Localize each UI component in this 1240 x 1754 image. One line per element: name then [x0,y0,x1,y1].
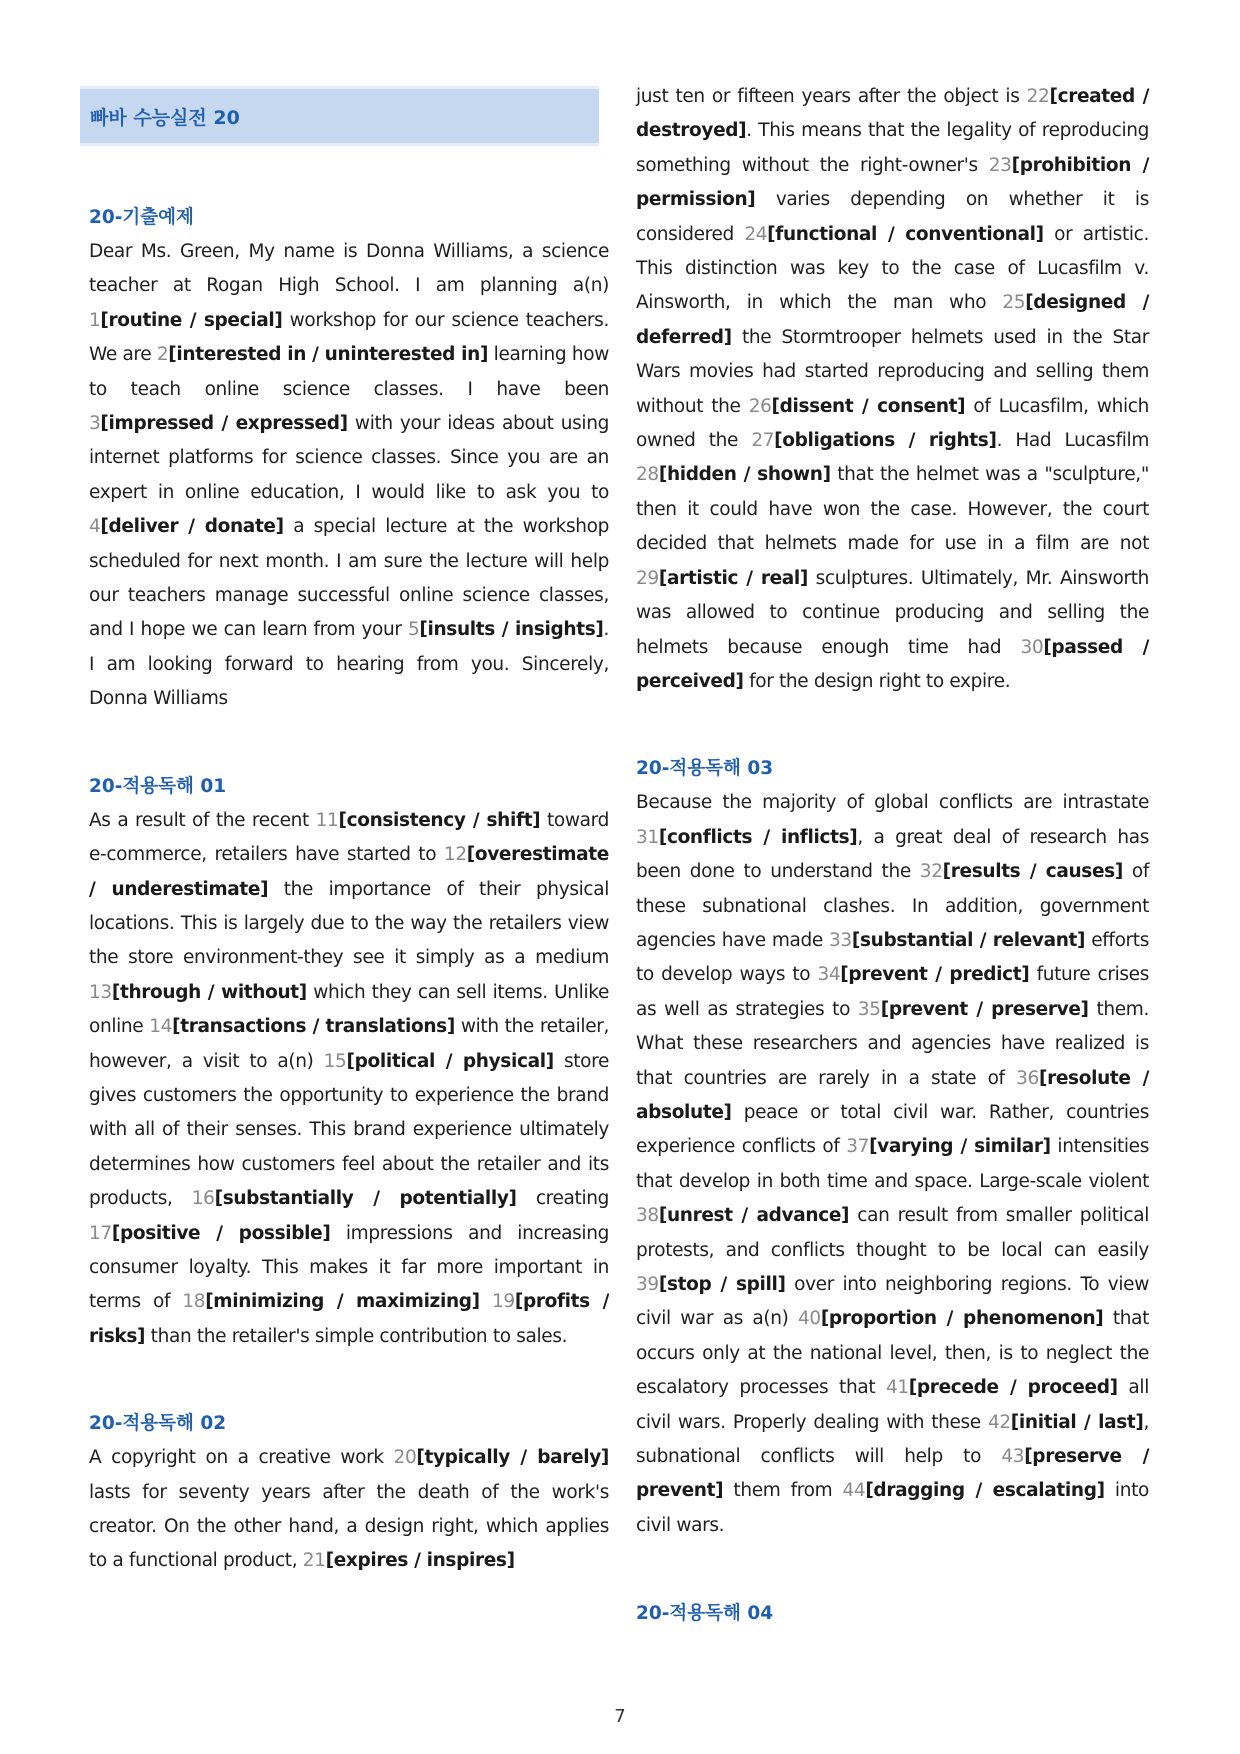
workbook-title: 빠바 수능실전 20 [90,106,240,129]
question-number: 39 [636,1274,659,1295]
question-number: 42 [987,1411,1011,1433]
answer-choice: [precede / proceed] [908,1377,1118,1399]
question-number: 37 [846,1136,870,1158]
passage-text-run: peace or total civil war. Rather, countries experience conflicts of [636,1101,1149,1158]
page-number: 7 [614,1706,626,1727]
passage-text [636,786,1149,1543]
question-number: 20 [393,1447,417,1469]
question-number: 31 [636,826,659,848]
passage-text-run: Dear Ms. Green, My name is Donna Williams, a science teacher at Rogan High School. I am planning a(n) [89,241,609,297]
answer-choice: [hidden / shown] [658,464,831,486]
answer-choice: [passed / perceived] [636,636,1149,692]
answer-choice: [political / physical] [346,1050,554,1072]
answer-choice: [overestimate / underestimate] [89,844,609,900]
question-number: 19 [492,1291,515,1313]
answer-choice: [consistency / shift] [338,809,541,831]
answer-choice: [functional / conventional] [767,223,1044,245]
answer-choice: [impressed / expressed] [100,413,348,435]
section-heading: 20-적용독해 02 [89,1413,227,1435]
answer-choice: [profits / risks] [89,1291,609,1347]
question-number: 13 [89,981,112,1003]
answer-choice: [substantially / potentially] [214,1188,517,1210]
passage-text-run: future crises as well as strategies to [636,964,1149,1020]
passage-text-run: into civil wars. [636,1480,1149,1536]
answer-choice: [positive / possible] [111,1222,331,1244]
question-number: 32 [919,861,943,883]
question-number: 29 [636,567,659,589]
answer-choice: [results / causes] [942,861,1123,883]
passage-text-run: the Stormtrooper helmets used in the Star Wars movies had started reproducing and selling them without the [636,326,1149,417]
question-number: 35 [857,998,881,1020]
question-number: 3 [89,413,101,435]
right-column [636,86,1149,1631]
section-heading: 20-기출예제 [89,207,194,228]
passage-text-run: that the helmet was a "sculpture," then it could have won the case. However, the court decided that helmets made for use in a film are not [636,464,1149,555]
question-number: 1 [89,309,101,331]
passage-text-run: with your ideas about using internet platforms for science classes. Since you are an expert in online education, I would like to ask you to [89,413,609,503]
passage-text-run [480,1291,492,1312]
answer-choice: [insults / insights] [419,619,604,641]
answer-choice: [interested in / uninterested in] [168,344,489,366]
answer-choice: [typically / barely] [416,1447,610,1469]
passage-text-run: all civil wars. Properly dealing with these [636,1377,1149,1433]
question-number: 40 [797,1308,821,1330]
answer-choice: [proportion / phenomenon] [820,1308,1104,1330]
answer-choice: [dissent / consent] [771,395,966,417]
passage-text-run: efforts to develop ways to [636,929,1150,986]
passage-text-run: a special lecture at the workshop scheduled for next month. I am sure the lecture will help our teachers manage successful online science classes, and I hope we can learn from your [89,516,609,641]
question-number: 11 [315,809,339,831]
answer-choice: [designed / deferred] [636,292,1149,348]
passage-text-run: , a great deal of research has been done to understand the [636,826,1149,883]
passage-text-run: Because the majority of global conflicts are intrastate [636,792,1149,814]
passage-text-run: . This means that the legality of reproducing something without the right-owner's [636,120,1149,176]
answer-choice: [transactions / translations] [172,1016,455,1038]
question-number: 28 [636,464,659,486]
question-number: 36 [1016,1067,1039,1089]
section-heading: 20-적용독해 01 [89,775,227,797]
passage-text-run: . Had Lucasfilm [996,430,1149,452]
question-number: 5 [407,619,420,641]
question-number: 14 [149,1016,173,1038]
question-number: 24 [744,223,768,245]
passage-text-run: the importance of their physical locations. This is largely due to the way the retailers view the store environment-they see it simply as a medium [89,878,609,969]
question-number: 30 [1020,636,1044,658]
passage-text-run: creating [516,1188,610,1210]
answer-choice: [routine / special] [100,309,283,331]
answer-choice: [prevent / predict] [840,964,1030,986]
answer-choice: [prohibition / permission] [636,154,1149,211]
passage-text-run: or artistic. This distinction was key to the case of Lucasfilm v. Ainsworth, in which the man who [636,223,1149,314]
passage-text-run: them from [723,1480,843,1502]
passage-text-run: sculptures. Ultimately, Mr. Ainsworth was allowed to continue producing and selling the helmets because enough time had [636,567,1149,658]
question-number: 25 [1002,292,1026,314]
answer-choice: [preserve / prevent] [636,1446,1149,1502]
passage-text-run: intensities that develop in both time and space. Large-scale violent [636,1136,1149,1192]
question-number: 17 [89,1222,112,1244]
passage-text-run: over into neighboring regions. To view civil war as a(n) [636,1274,1149,1330]
question-number: 21 [302,1550,326,1572]
question-number: 18 [182,1291,206,1313]
question-number: 4 [89,516,101,538]
passage-text-run: than the retailer's simple contribution to sales. [145,1325,568,1347]
passage-text-run: impressions and increasing consumer loyalty. This makes it far more important in terms of [89,1222,609,1313]
question-number: 15 [323,1050,347,1072]
workbook-title-banner [80,86,599,146]
passage-text [636,80,1149,699]
answer-choice: [minimizing / maximizing] [205,1291,480,1313]
question-number: 41 [885,1377,909,1399]
passage-text-run: varies depending on whether it is considered [636,189,1149,245]
passage-text-run: store gives customers the opportunity to experience the brand with all of their senses. This brand experience ultimately determines how customers feel about the retailer and its products, [89,1050,609,1210]
passage-text-run: , subnational conflicts will help to [636,1411,1149,1468]
answer-choice: [obligations / rights] [774,430,997,452]
answer-choice: [varying / similar] [869,1136,1051,1158]
passage-text-run: them. What these researchers and agencies have realized is that countries are rarely in a state of [636,998,1149,1089]
passage-text [89,1441,609,1579]
passage-text-run: . I am looking forward to hearing from you. Sincerely, Donna Williams [89,619,609,710]
answer-choice: [dragging / escalating] [865,1480,1105,1502]
answer-choice: [conflicts / inflicts] [658,826,858,848]
passage-text-run: which they can sell items. Unlike online [89,981,609,1038]
answer-choice: [initial / last] [1010,1411,1144,1433]
passage-text-run: learning how to teach online science classes. I have been [89,344,610,400]
passage-text-run: As a result of the recent [89,809,316,831]
answer-choice: [artistic / real] [658,567,809,589]
question-number: 2 [156,344,169,366]
answer-choice: [substantial / relevant] [851,929,1086,951]
answer-choice: [through / without] [111,981,307,1003]
answer-choice: [deliver / donate] [100,516,284,538]
answer-choice: [prevent / preserve] [880,998,1089,1020]
question-number: 33 [829,929,852,951]
passage-text-run: A copyright on a creative work [89,1447,394,1469]
passage-text-run: of Lucasfilm, which owned the [636,395,1149,452]
question-number: 26 [748,395,772,417]
passage-text [89,804,609,1355]
question-number: 16 [191,1188,215,1210]
section-heading: 20-적용독해 04 [636,1603,774,1625]
answer-choice: [resolute / absolute] [636,1067,1149,1123]
passage-text [89,235,609,717]
section-heading: 20-적용독해 03 [636,758,774,780]
question-number: 43 [1001,1446,1025,1468]
passage-text-run: of these subnational clashes. In addition, government agencies have made [636,861,1149,951]
answer-choice: [unrest / advance] [658,1205,850,1227]
question-number: 27 [751,430,775,452]
passage-text-run: just ten or fifteen years after the object is [636,86,1027,107]
passage-text-run: for the design right to expire. [743,670,1011,692]
question-number: 34 [817,964,841,986]
left-column [89,86,609,1579]
answer-choice: [expires / inspires] [325,1550,515,1572]
passage-text-run: that occurs only at the national level, then, is to neglect the escalatory processes that [636,1308,1149,1399]
question-number: 23 [988,154,1012,176]
answer-choice: [created / destroyed] [636,86,1149,142]
passage-text-run: with the retailer, however, a visit to a(n) [89,1016,610,1072]
answer-choice: [stop / spill] [658,1274,786,1295]
passage-text-run: lasts for seventy years after the death of the work's creator. On the other hand, a design right, which applies to a functional product, [89,1481,609,1572]
question-number: 12 [443,844,467,866]
passage-text-run: toward e-commerce, retailers have started to [89,809,609,866]
question-number: 38 [636,1205,659,1227]
passage-text-run: can result from smaller political protests, and conflicts thought to be local can easily [636,1205,1149,1261]
question-number: 44 [842,1480,866,1502]
passage-text-run: workshop for our science teachers. We are [89,309,609,366]
question-number: 22 [1026,86,1050,107]
